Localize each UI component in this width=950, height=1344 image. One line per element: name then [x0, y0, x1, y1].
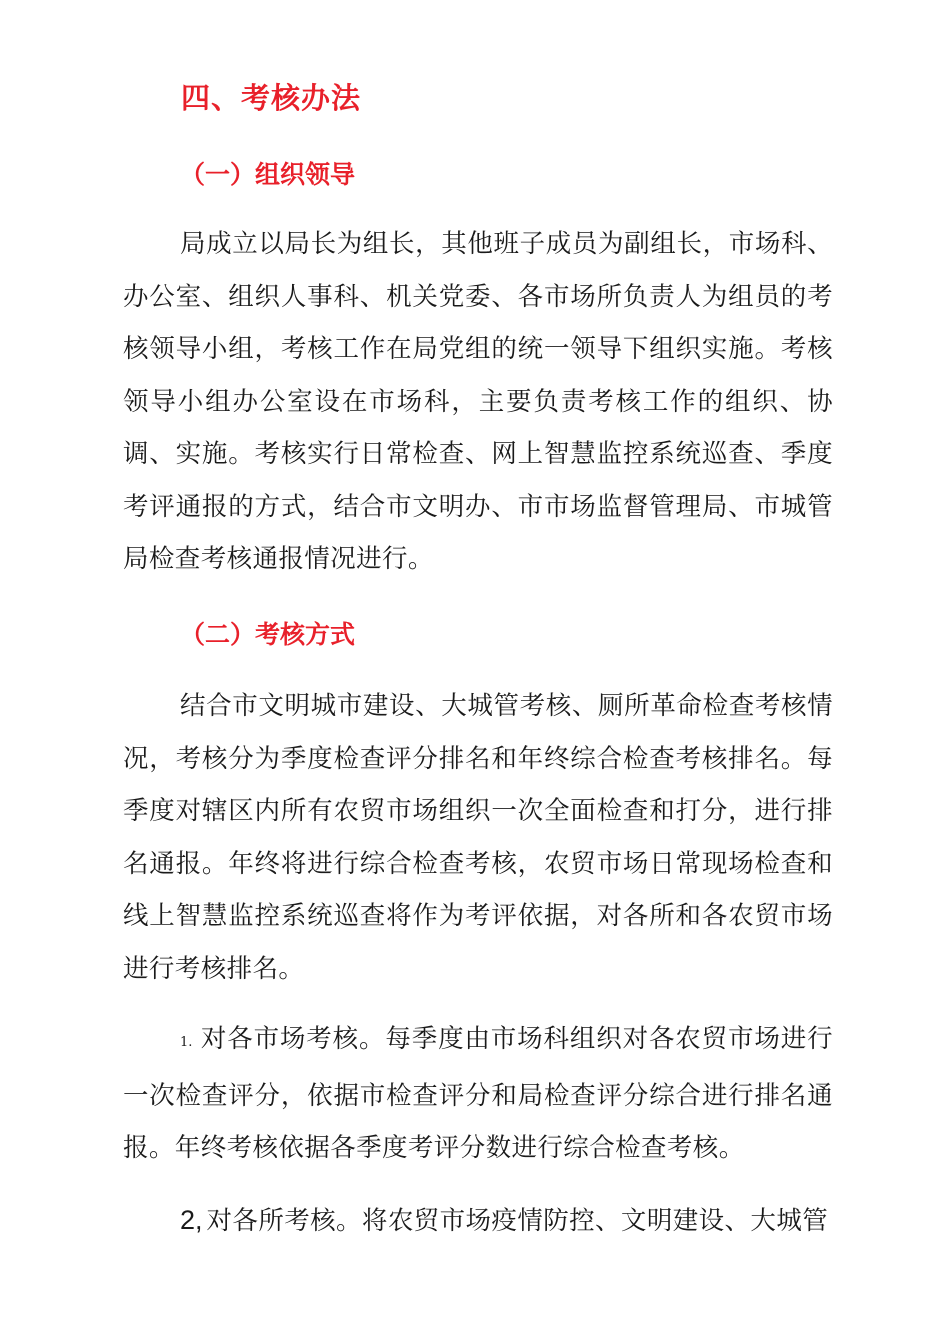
- list-item-market-assessment: [123, 1013, 833, 1175]
- list-item-text: 对各市场考核。每季度由市场科组织对各农贸市场进行一次检查评分，依据市检查评分和局检查评分综合进行排名通报。年终考核依据各季度考评分数进行综合检查考核。: [123, 1024, 833, 1163]
- paragraph-method: 结合市文明城市建设、大城管考核、厕所革命检查考核情况，考核分为季度检查评分排名和年终综合检查考核排名。每季度对辖区内所有农贸市场组织一次全面检查和打分，进行排名通报。年终将进行综合检查考核，农贸市场日常现场检查和线上智慧监控系统巡查将作为考评依据，对各所和各农贸市场进行考核排名。: [123, 691, 833, 984]
- list-item-text: 对各所考核。将农贸市场疫情防控、文明建设、大城管: [206, 1206, 829, 1236]
- list-item-office-assessment: [123, 1194, 833, 1248]
- list-item-number: 1.: [180, 1035, 193, 1050]
- subsection-title-method: （二）考核方式: [180, 620, 356, 649]
- section-title: 四、考核办法: [181, 81, 362, 115]
- subsection-title-organization: （一）组织领导: [180, 160, 356, 189]
- paragraph-organization: 局成立以局长为组长，其他班子成员为副组长，市场科、办公室、组织人事科、机关党委、各市场所负责人为组员的考核领导小组，考核工作在局党组的统一领导下组织实施。考核领导小组办公室设在市场科，主要负责考核工作的组织、协调、实施。考核实行日常检查、网上智慧监控系统巡查、季度考评通报的方式，结合市文明办、市市场监督管理局、市城管局检查考核通报情况进行。: [123, 229, 833, 574]
- list-item-number: 2,: [180, 1205, 203, 1235]
